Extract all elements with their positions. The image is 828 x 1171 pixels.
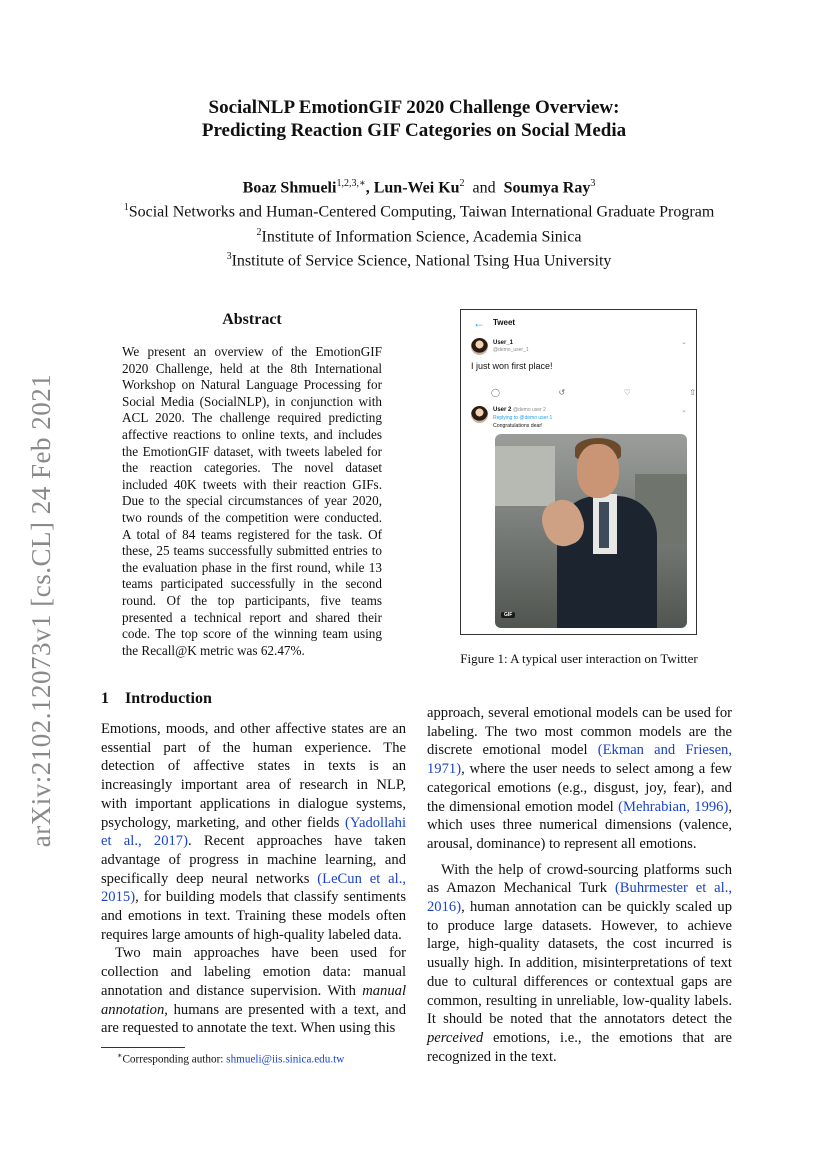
replying-to: Replying to @demo user 1 <box>493 415 553 421</box>
footnote: ∗Corresponding author: shmueli@iis.sinica.edu.tw <box>117 1051 345 1066</box>
paragraph: With the help of crowd-sourcing platforms such as Amazon Mechanical Turk (Buhrmester et al., 2016), human annotation can be quickly scaled up to produce large datasets. However, to achieve large, high-quality datasets, the cost incurred is usually high. In addition, misinterpretations of text due to cultural differences or contextual gaps are common, resulting in unreliable, low-quality labels. It should be noted that the annotators detect the perceived emotions, i.e., the emotions that are recognized in the text. <box>427 861 732 1065</box>
abstract-heading: Abstract <box>222 311 282 328</box>
citation-link[interactable]: (Mehrabian, 1996) <box>618 798 729 815</box>
reaction-gif-image <box>495 434 687 628</box>
paragraph: Two main approaches have been used for collection and labeling emotion data: manual annotation and distance supervision. With manual annotation, humans are presented with a text, and are requested to annotate the text. When using this <box>101 945 406 1037</box>
user1-name: User_1 <box>493 340 514 346</box>
gif-badge: GIF <box>501 612 515 618</box>
author-line: Boaz Shmueli$^{1,2,3,∗}$, Lun-Wei Ku$^2$ and Soumya Ray$^3$ <box>242 178 596 197</box>
tweet-actions <box>491 388 696 397</box>
tweet-text: I just won first place! <box>471 361 553 371</box>
abstract-text: We present an overview of the EmotionGIF 2020 Challenge, held at the 8th International Workshop on Natural Language Processing for Social Media (SocialNLP), in conjunction with ACL 2020. The challenge required predicting affective reactions to online texts, and includes the EmotionGIF dataset, with tweets labeled for the reaction categories. The novel dataset included 40K tweets with their reaction GIFs. Due to the special circumstances of year 2020, two rounds of the competition were conducted. A total of 84 teams registered for the task. Of these, 25 teams successfully submitted entries to the evaluation phase in the first round, while 13 teams participated successfully in the second round. Of the top participants, five teams presented a technical report and shared their code. The top score of the winning team using the Recall@K metric was 62.47%. <box>122 344 382 658</box>
citation-link[interactable]: (Ekman and Friesen, 1971) <box>427 742 732 778</box>
user1-handle: @demo_user_1 <box>493 347 529 353</box>
footnote-divider <box>101 1047 185 1048</box>
citation-link[interactable]: (LeCun et al., 2015) <box>101 870 406 906</box>
user2-line: User 2 @demo user 2 <box>493 407 546 413</box>
retweet-icon: ↺ <box>558 388 566 397</box>
author-block <box>0 174 828 271</box>
share-icon: ⇧ <box>689 388 696 397</box>
citation-link[interactable]: (Yadollahi et al., 2017) <box>101 814 406 850</box>
paragraph: Emotions, moods, and other affective states are an essential part of the human experience. The detection of affective states in texts is an increasingly important area of research in NLP, with important applications in dialogue systems, psychology, marketing, and other fields (Yadollahi et al., 2017). Recent approaches have taken advantage of progress in machine learning, and specifically deep neural networks (LeCun et al., 2015), for building models that classify sentiments and emotions in text. Training these models often requires large amounts of high-quality labeled data. <box>101 721 406 943</box>
avatar <box>471 338 488 355</box>
like-icon: ♡ <box>623 388 631 397</box>
affiliation-3: $^3$Institute of Service Science, National Tsing Hua University <box>226 250 612 270</box>
chevron-down-icon: ⌄ <box>681 339 687 346</box>
reply-icon: ◯ <box>491 388 500 397</box>
back-arrow-icon: ← <box>473 316 485 330</box>
figure-tweet-mockup <box>460 309 697 635</box>
email-link[interactable]: shmueli@iis.sinica.edu.tw <box>226 1053 345 1066</box>
citation-link[interactable]: (Buhrmester et al., 2016) <box>427 880 732 916</box>
avatar <box>471 406 488 423</box>
figure-caption: Figure 1: A typical user interaction on Twitter <box>460 651 698 666</box>
chevron-down-icon: ⌄ <box>681 407 687 414</box>
arxiv-stamp: arXiv:2102.12073v1 [cs.CL] 24 Feb 2021 <box>26 373 57 847</box>
reply-text: Congratulations dear! <box>493 423 543 429</box>
intro-right-column <box>427 704 732 1066</box>
section-heading: 1 Introduction <box>101 690 212 707</box>
intro-left-column <box>101 720 406 1038</box>
paragraph: approach, several emotional models can be used for labeling. The two most common models are the discrete emotional model (Ekman and Friesen, 1971), where the user needs to select among a few categorical emotions (e.g., disgust, joy, fear), and the dimensional emotion model (Mehrabian, 1996), which uses three numerical dimensions (valence, arousal, dominance) to represent all emotions. <box>427 705 732 852</box>
affiliation-2: $^2$Institute of Information Science, Academia Sinica <box>256 226 582 245</box>
tweet-header: Tweet <box>493 318 516 327</box>
paper-title: SocialNLP EmotionGIF 2020 Challenge Overview: Predicting Reaction GIF Categories on Social Media <box>201 97 627 141</box>
affiliation-1: $^1$Social Networks and Human-Centered Computing, Taiwan International Graduate Program <box>123 202 715 221</box>
